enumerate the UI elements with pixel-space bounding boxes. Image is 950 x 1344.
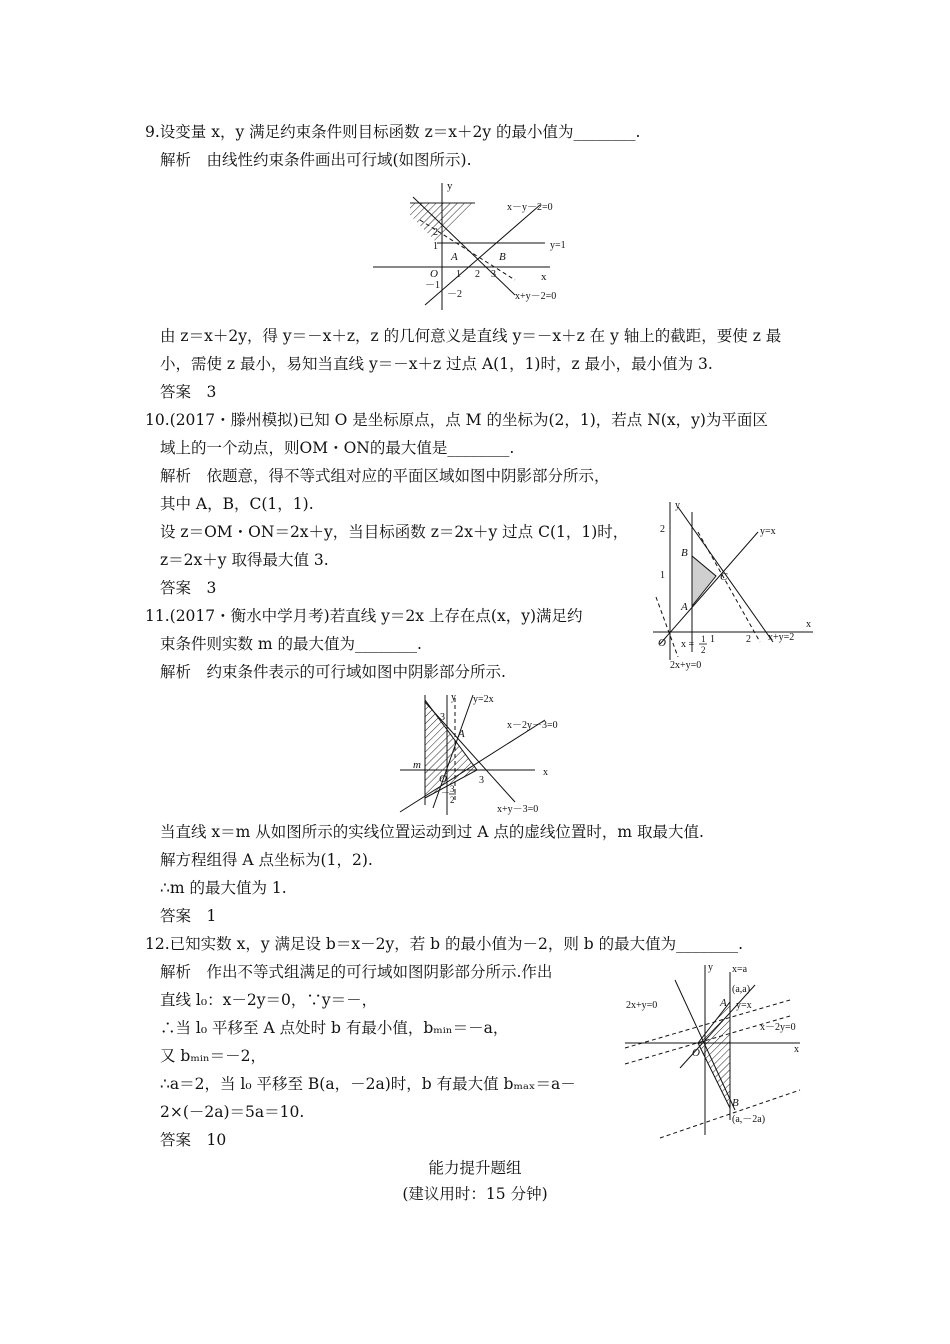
q11-body-3: ∴m 的最大值为 1.	[160, 879, 287, 897]
q12-analysis-6: 2×(－2a)＝5a＝10.	[160, 1103, 305, 1121]
q12-line-yx: y=x	[736, 1000, 752, 1011]
q11-tick-x3: 3	[479, 775, 484, 786]
q10-x-label: x	[806, 619, 811, 630]
q9-x-label: x	[541, 271, 547, 283]
q12-question: 12.已知实数 x，y 满足设 b＝x－2y，若 b 的最小值为－2，则 b 的最大值为________.	[145, 935, 744, 953]
section-title: 能力提升题组	[428, 1159, 522, 1177]
q12-x-label: x	[794, 1044, 799, 1055]
q10-tick-y2: 2	[660, 524, 665, 535]
q11-frac-den: 2	[450, 795, 455, 805]
q12-analysis-4: 又 bₘᵢₙ＝－2，	[160, 1047, 267, 1065]
q12-line-2xy: 2x+y=0	[626, 1000, 658, 1011]
q10-analysis-3: 设 z＝OM・ON＝2x＋y，当目标函数 z＝2x＋y 过点 C(1，1)时，	[160, 523, 629, 541]
q12-point-aa: (a,a)	[732, 984, 751, 995]
q9-point-a: A	[451, 251, 458, 263]
q10-half-num: 1	[701, 634, 706, 644]
q10-answer: 答案 3	[160, 579, 217, 597]
q9-line2-label: y=1	[550, 240, 566, 251]
q9-tick-y1: 1	[433, 241, 438, 252]
q10-tick-x1: 1	[710, 634, 715, 645]
q10-origin: O	[658, 637, 666, 649]
q12-analysis-3: ∴当 l₀ 平移至 A 点处时 b 有最小值，bₘᵢₙ＝－a，	[160, 1019, 509, 1037]
q10-question-1: 10.(2017・滕州模拟)已知 O 是坐标原点，点 M 的坐标为(2，1)，若点 N(x，y)为平面区	[145, 411, 768, 429]
q11-question-1: 11.(2017・衡水中学月考)若直线 y＝2x 上存在点(x，y)满足约	[145, 607, 583, 625]
q9-y-label: y	[447, 180, 453, 192]
q9-answer: 答案 3	[160, 383, 217, 401]
q9-tick-x3: 3	[491, 269, 496, 280]
q10-half-den: 2	[701, 645, 706, 655]
q12-y-label: y	[708, 962, 713, 973]
q11-line-1: x－2y－3=0	[507, 720, 558, 731]
q9-tick-yn2: －2	[447, 289, 462, 300]
q11-question-2: 束条件则实数 m 的最大值为________.	[160, 635, 422, 653]
q11-frac-num: 3	[450, 784, 455, 794]
q10-question-2: 域上的一个动点，则OM・ON的最大值是________.	[160, 439, 515, 457]
q10-point-c: C	[720, 571, 728, 583]
q9-body-2: 小，需使 z 最小，易知当直线 y＝－x＋z 过点 A(1，1)时，z 最小，最小值为 3.	[160, 355, 713, 373]
q11-figure	[395, 690, 575, 820]
q10-xhalf-label: x =	[681, 639, 695, 650]
q11-line-y2x: y=2x	[473, 694, 494, 705]
q9-origin: O	[430, 268, 438, 280]
q11-analysis: 解析 约束条件表示的可行域如图中阴影部分所示.	[160, 663, 506, 681]
q9-figure	[365, 175, 595, 315]
q9-analysis: 解析 由线性约束条件画出可行域(如图所示).	[160, 151, 472, 169]
q10-tick-y1: 1	[660, 570, 665, 581]
q12-analysis-1: 解析 作出不等式组满足的可行域如图阴影部分所示.作出	[160, 963, 553, 981]
q12-analysis-2: 直线 l₀：x－2y＝0，∵y＝－，	[160, 991, 378, 1009]
q9-tick-y2: 2	[433, 227, 438, 238]
q11-answer: 答案 1	[160, 907, 217, 925]
q9-line1-label: x－y－2=0	[507, 202, 553, 213]
q11-body-1: 当直线 x＝m 从如图所示的实线位置运动到过 A 点的虚线位置时，m 取最大值.	[160, 823, 704, 841]
q12-line-x2y: x－2y=0	[760, 1022, 796, 1033]
q12-origin: O	[692, 1047, 700, 1059]
q12-point-a: A	[720, 997, 727, 1009]
q11-body-2: 解方程组得 A 点坐标为(1，2).	[160, 851, 373, 869]
q10-analysis-1: 解析 依题意，得不等式组对应的平面区域如图中阴影部分所示，	[160, 467, 610, 485]
q9-line3-label: x+y－2=0	[515, 291, 557, 302]
q11-m-label: m	[413, 759, 421, 771]
q10-line-xy2: x+y=2	[768, 632, 795, 643]
q9-tick-yn1: －1	[425, 280, 440, 291]
q9-body-1: 由 z＝x＋2y，得 y＝－x＋z，z 的几何意义是直线 y＝－x＋z 在 y 轴上的截距，要使 z 最	[160, 327, 782, 345]
q12-analysis-5: ∴a＝2，当 l₀ 平移至 B(a，－2a)时，b 有最大值 bₘₐₓ＝a－	[160, 1075, 576, 1093]
q10-tick-x2: 2	[746, 634, 751, 645]
q9-question: 9.设变量 x，y 满足约束条件则目标函数 z＝x＋2y 的最小值为________.	[145, 123, 641, 141]
q12-figure	[620, 960, 810, 1140]
q12-point-b2a: (a,－2a)	[732, 1114, 766, 1125]
q9-point-b: B	[499, 251, 506, 263]
q11-origin: O	[439, 773, 447, 785]
q10-point-a: A	[681, 601, 688, 613]
q10-line-2xy: 2x+y=0	[670, 660, 702, 671]
q10-figure	[648, 492, 818, 672]
q10-y-label: y	[675, 500, 680, 511]
q9-tick-x1: 1	[456, 269, 461, 280]
q12-line-xa: x=a	[732, 964, 748, 975]
q11-line-2: x+y－3=0	[497, 804, 539, 815]
q11-point-a: A	[458, 728, 465, 740]
q11-tick-y3: 3	[440, 712, 445, 723]
section-subtitle: (建议用时：15 分钟)	[402, 1185, 548, 1203]
q10-analysis-4: z＝2x＋y 取得最大值 3.	[160, 551, 329, 569]
q12-answer: 答案 10	[160, 1131, 227, 1149]
q11-x-label: x	[543, 767, 548, 778]
q10-line-yx: y=x	[760, 526, 776, 537]
q12-point-b: B	[732, 1097, 739, 1109]
q9-tick-x2: 2	[475, 269, 480, 280]
q11-y-label: y	[451, 692, 456, 703]
q10-analysis-2: 其中 A，B，C(1，1).	[160, 495, 314, 513]
q11-neg-sign: －	[441, 788, 451, 798]
q10-point-b: B	[681, 547, 688, 559]
